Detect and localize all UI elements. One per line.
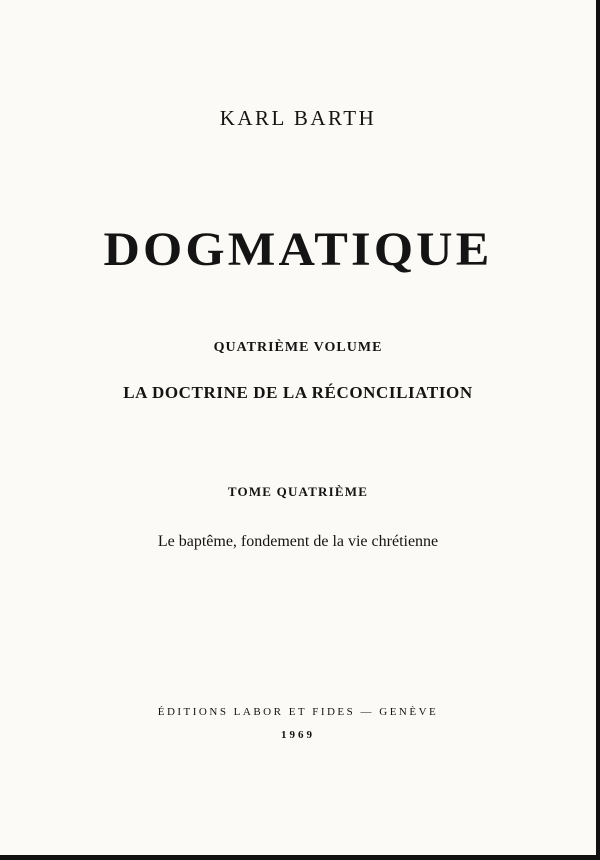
volume-label: QUATRIÈME VOLUME (213, 340, 383, 355)
tome-subtitle: Le baptême, fondement de la vie chrétienne (157, 533, 439, 550)
scan-edge-right (596, 0, 600, 860)
author-name: KARL BARTH (219, 106, 377, 130)
scan-edge-bottom (0, 855, 600, 860)
book-title: DOGMATIQUE (103, 223, 493, 276)
publisher-imprint: ÉDITIONS LABOR ET FIDES — GENÈVE (157, 706, 439, 718)
tome-label: TOME QUATRIÈME (227, 484, 369, 499)
volume-title: LA DOCTRINE DE LA RÉCONCILIATION (123, 383, 473, 402)
publication-year: 1969 (281, 729, 315, 741)
